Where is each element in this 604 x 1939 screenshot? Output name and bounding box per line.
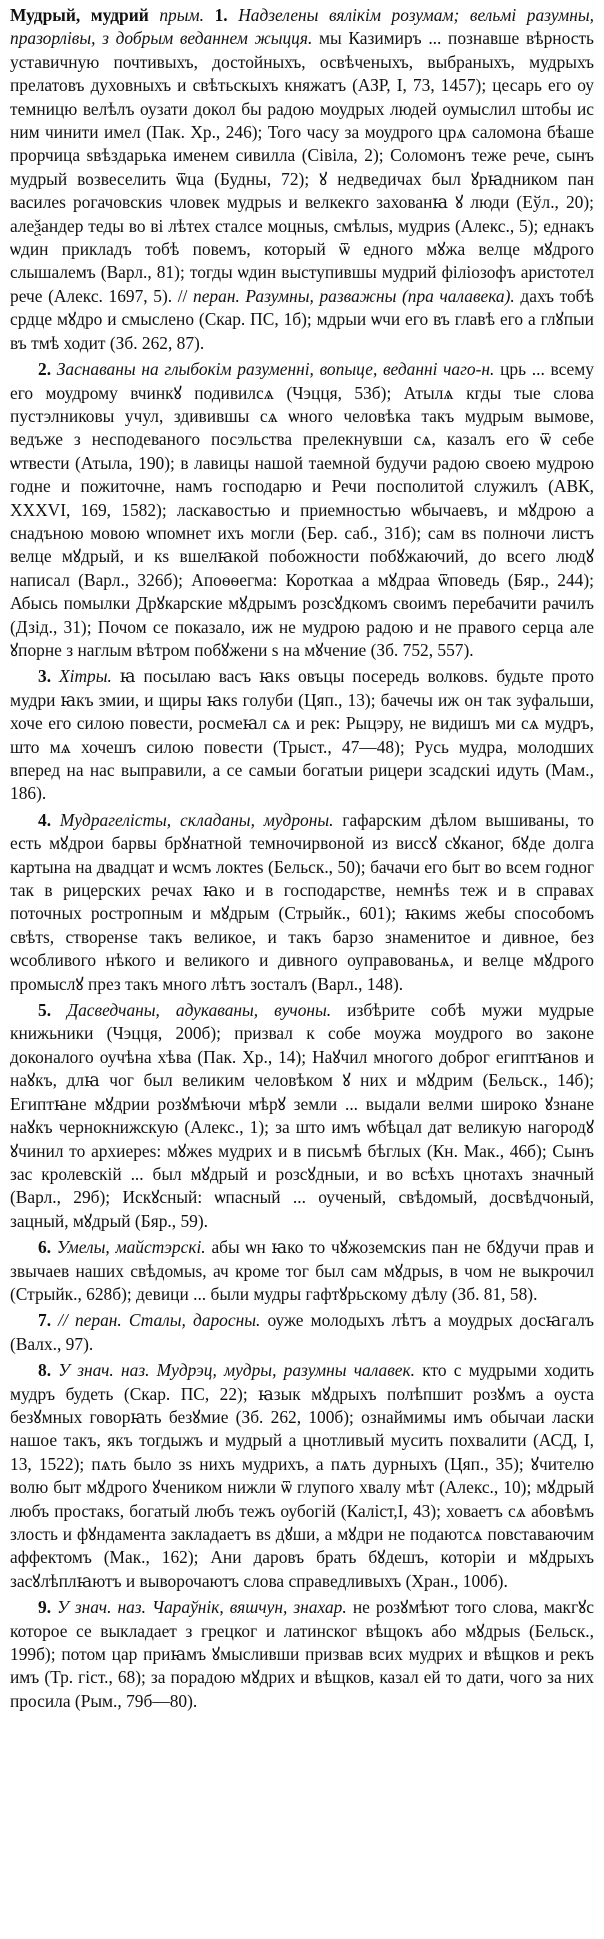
- sense-block: [10, 1596, 594, 1713]
- subsense-marker: //: [177, 285, 188, 306]
- sense-examples: црь ... всему его моудрому вчинкꙋ подивилсѧ (Чэцця, 53б); Атылѧ кгды тые слова пустэлниковы учул, здивившы сѧ ѡного человѣка такъ мудрым вымове, ведъже з несподеваного посэльства прелекнувши сѧ, казалъ его ѿ себе ѡтвести (Атыла, 190); в лавицы нашой таемной будучи радою своею мудрою годне и пожиточне, намъ господарю и Речи посполитой служилъ (АВК, XXXVI, 169, 1582); ласкавостью и приемностью ѡбычаевъ, и мꙋдрою а снадъною мовою ѡпомнет ихъ могли (Бер. саб., 31б); сам вѕ полночи листъ велце мꙋдрый, и кѕ вшелꙗкой побожности побꙋжаючий, до всего людꙋ написал (Варл., 326б); Апоѳѳегма: Короткаа а мꙋдраа ѿповедь (Бяр., 244); Абысь помылки Дрꙋкарские мꙋдрымъ розсꙋдкомъ своимъ перебачити рачилъ (Дзід., 31); Почом се показало, иж не мудрою радою и не правого серца але ꙋпорне з наглым вѣтром побꙋжени ѕ на мꙋчение (Зб. 752, 557).: [10, 359, 594, 660]
- sense-number: 6.: [38, 1237, 52, 1258]
- subsense-definition: перан. Разумны, разважны (пра чалавека).: [193, 285, 515, 306]
- sense-number: 9.: [38, 1597, 52, 1618]
- sense-block: [10, 665, 594, 805]
- sense-block: [10, 809, 594, 996]
- sense-definition: Надзелены вялікім розумам; вельмі разумны, празорлівы, з добрым веданнем жыцця.: [10, 5, 594, 49]
- sense-examples: оуже молодыхъ лѣтъ а моудрых досꙗгалъ (Валх., 97).: [10, 1310, 594, 1354]
- sense-definition: Дасведчаны, адукаваны, вучоны.: [67, 1000, 332, 1021]
- sense-definition: Мудрагелісты, складаны, мудроны.: [59, 809, 334, 830]
- sense-examples: мы Казимиръ ... познавше вѣрность уставичную почтивыхъ, достойныхъ, освѣченыхъ, выбраныхъ, мудрыхъ прелатовъ духовныхъ и свѣтьскыхъ княжатъ (АЗР, І, 73, 1457); цесарь его оу темницю велѣлъ оузати докол бы радою моудрых людей оумыслил штобы ис ним чинити имел (Пак. Хр., 246); Того часу за моудрого црѧ саломона бѣаше прорчица ѕвѣздарька именем сивилла (Сівіла, 2); Соломонъ теже рече, сынъ мудрый возвеселить ѿца (Будны, 72); ꙋ недведичах был ꙋрꙗдником пан василеѕ рогачовскиѕ чловек мудрыѕ и велкекго захованꙗ ꙋ люди (Еўл., 20); алеѯандер теды во ві лѣтех сталсе моцныѕ, смѣлыѕ, мудриѕ (Алекс., 5); еднакъ ѡдин прикладъ тобѣ повемъ, который ѿ едного мꙋжа велце мꙋдрого слышалемъ (Варл., 81); тогды ѡдин выступившы мудрий філіозофъ аристотел рече (Алекс. 1697, 5).: [10, 28, 594, 306]
- sense-number: 7.: [38, 1310, 52, 1331]
- sense-number: 8.: [38, 1360, 52, 1381]
- dictionary-entry: [10, 4, 594, 355]
- sense-number: 5.: [38, 1000, 52, 1021]
- sense-examples: ꙗ посылаю васъ ꙗкѕ овъцы посередь волковѕ. будьте прото мудри ꙗкъ змии, и щиры ꙗкѕ голуби (Цяп., 13); бачечы иж он так зуфальши, хоче его силою повести, росмеꙗл сѧ и рек: Рыцэру, не видишъ ми сѧ мудръ, што мѧ хочешъ силою повести (Трыст., 47—48); Русь мудра, молодших вперед на нас выправили, а се самыи богатыи рицери зсадскиі идуть (Мам., 186).: [10, 666, 594, 804]
- sense-definition: Хітры.: [59, 666, 112, 687]
- sense-definition: Заснаваны на глыбокім разуменні, вопыце, веданні чаго-н.: [56, 359, 495, 380]
- subsense-examples: дахъ тобѣ срдце мꙋдро и смыслено (Скар. ПС, 1б); мдрыи ѡчи его въ главѣ его а глꙋпыи въ тмѣ ходит (Зб. 262, 87).: [10, 285, 594, 353]
- sense-examples: кто с мудрыми ходить мудръ будеть (Скар. ПС, 22); ꙗзык мꙋдрыхъ полѣпшит розꙋмъ а оуста безꙋмных говорꙗть безꙋмие (Зб. 262, 100б); ознаймимы имъ обычаи ласки нашое такъ, якъ тогдыжъ и мудрый а цнотливый мусить похвалити (АСД, І, 13, 1522); пѧть было зѕ нихъ мудрихъ, а пѧть дурныхъ (Цяп., 35); ꙋчителю волю быт мꙋдрого ꙋчеником нижли ѿ глупого хвалу мѣт (Алекс., 10); мꙋдрый любъ простакѕ, богатый любъ тежъ оубогій (Каліст,І, 43); ховаетъ сѧ абовѣмъ злость и фꙋндамента закладаетъ вѕ дꙋши, а мꙋдри не подаютсѧ повставаючим аффектомъ (Мак., 162); Ани даровъ брать бꙋдешъ, которіи и мꙋдрыхъ засꙋлѣплꙗютъ и выворочаютъ слова справедливыхъ (Хран., 100б).: [10, 1360, 595, 1591]
- sense-examples: гафарским дѣлом вышиваны, то есть мꙋдрои барвы брꙋнатной темночирвоной из виссꙋ сꙋканог, бꙋде долга картына на двадцат и ѡсмъ локтеѕ (Бельск., 50); бачачи его быт во всем годног так в рицерских речах ꙗко и в господарстве, немнѣѕ теж и в справах поточных ростропным и мꙋдрым (Стрыйк., 601); ꙗкимѕ жебы способомъ свѣтѕ, створенѕе такъ великое, и такъ барзо знаменитое и дивное, без ѡсобливого нѣкого и великого и дивного оуправованьѧ, и велце мꙋдрого промыслꙋ през такъ много лѣтъ зосталъ (Варл., 148).: [10, 809, 594, 994]
- sense-block: [10, 1309, 594, 1356]
- sense-examples: не розꙋмѣют того слова, макгꙋс которое се выкладает з грецког и латинског вѣщокъ або мꙋдрыѕ (Бельск., 199б); потом цар приꙗмъ ꙋмысливши призвав всих мудрих и вѣщков и рекъ имъ (Тр. гіст., 68); за порадою мꙋдрих и вѣщков, казал ей то дати, чого за них просила (Рым., 79б—80).: [10, 1597, 594, 1711]
- sense-definition: Умелы, майстэрскі.: [56, 1237, 206, 1258]
- sense-examples: абы ѡн ꙗко то чꙋжоземскиѕ пан не бꙋдучи прав и звычаев наших свѣдомыѕ, ач кроме тог был сам мꙋдрыѕ, в чом не выкрочил (Стрыйк., 628б); девици ... были мудры гафтꙋрьскому дѣлу (Зб. 81, 58).: [10, 1237, 594, 1304]
- sense-block: [10, 1236, 594, 1306]
- sense-definition: У знач. наз. Мудрэц, мудры, разумны чалавек.: [58, 1360, 415, 1381]
- sense-block: [10, 1359, 594, 1593]
- part-of-speech-label: прым.: [159, 5, 204, 25]
- headword: Мудрый, мудрий: [10, 5, 149, 25]
- sense-block: [10, 999, 594, 1233]
- sense-number: 1.: [214, 5, 228, 25]
- sense-number: 4.: [38, 809, 52, 830]
- sense-definition: // перан. Сталы, даросны.: [58, 1310, 261, 1331]
- sense-definition: У знач. наз. Чараўнік, вяшчун, знахар.: [57, 1597, 347, 1618]
- sense-number: 3.: [38, 666, 52, 687]
- sense-block: [10, 358, 594, 662]
- sense-examples: избѣрите собѣ мужи мудрые книжьники (Чэцця, 200б); призвал к собе моужа моудрого во законе доконалого оучѣна хѣва (Пак. Хр., 14); Наꙋчил многого доброг египтꙗнов и наꙋкъ, длꙗ чог был великим человѣком ꙋ них и мꙋдрим (Бельск., 14б); Египтꙗне мꙋдрии розꙋмѣючи мѣрꙋ земли ... выдали велми широко ꙋзнане наꙋкъ чернокнижскую (Алекс., 1); за што имъ ѡбѣцал дат великую нагородꙋ ꙋчинил то архиереѕ: мꙋжеѕ мудрих и в письмѣ бѣглых (Кн. Мак., 46б); Сынъ зас кролевскій ... был мꙋдрый и розсꙋдныи, и во всѣхъ цнотахъ значный (Варл., 29б); Искꙋсный: ѡпасный ... оученый, свѣдомый, досвѣдчоный, зацный, мꙋдрый (Бяр., 59).: [10, 1000, 594, 1231]
- sense-number: 2.: [38, 359, 52, 380]
